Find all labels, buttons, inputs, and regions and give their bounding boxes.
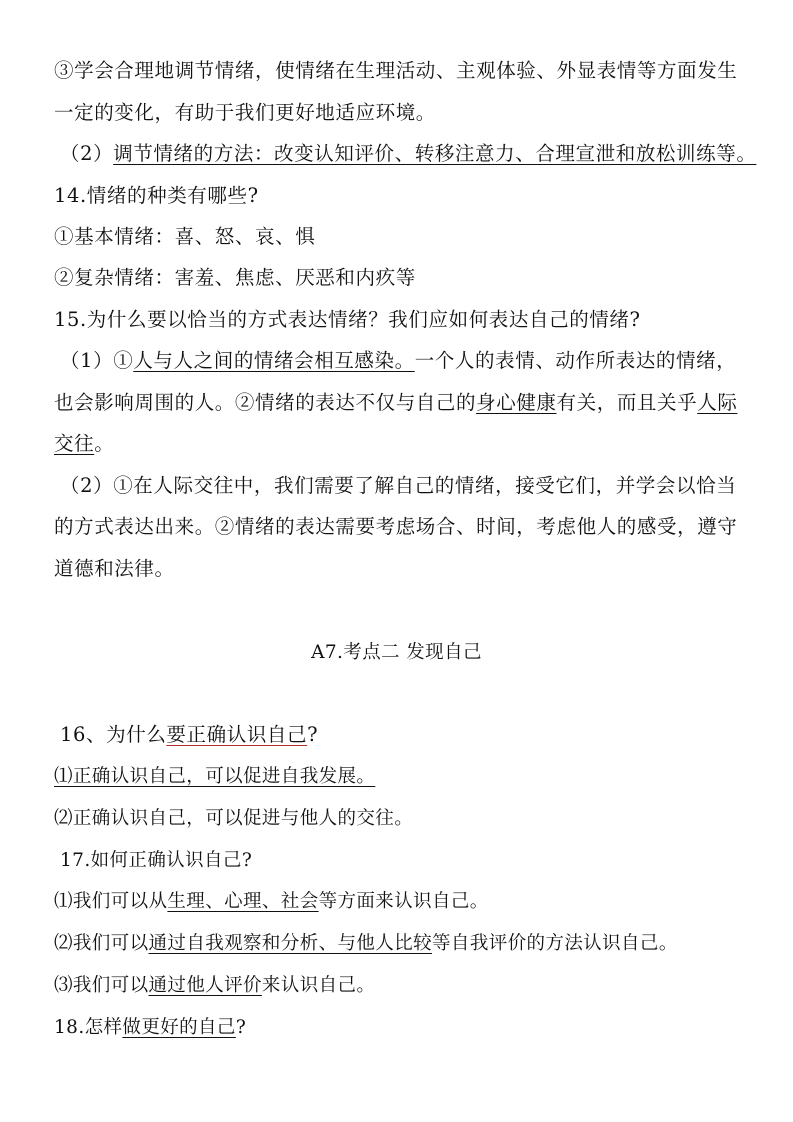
underlined-text: 人际 [697, 391, 738, 414]
plain-text: 18.怎样 [54, 1017, 123, 1038]
plain-text: ⑴我们可以从 [54, 891, 168, 912]
paragraph-line [60, 348, 736, 374]
underlined-text: 通过自我观察和分析、与他人比较 [148, 933, 433, 954]
question-18-title [54, 1015, 246, 1041]
plain-text: 一个人的表情、动作所表达的情绪， [414, 349, 737, 372]
underlined-text: 做更好的自己 [122, 1017, 236, 1038]
underlined-text: 通过他人评价 [148, 975, 262, 996]
method-line [60, 141, 756, 167]
paragraph-line: 一定的变化，有助于我们更好地适应环境。 [54, 101, 436, 124]
plain-text: ⑶我们可以 [54, 975, 149, 996]
question-15-title: 15.为什么要以恰当的方式表达情绪？我们应如何表达自己的情绪? [54, 308, 641, 331]
paragraph-line [54, 390, 737, 416]
paragraph-line [54, 431, 114, 457]
paragraph-line: ③学会合理地调节情绪，使情绪在生理活动、主观体验、外显表情等方面发生 [54, 59, 738, 82]
plain-text: 等方面来认识自己。 [318, 891, 489, 912]
paragraph-line: 的方式表达出来。②情绪的表达需要考虑场合、时间，考虑他人的感受，遵守 [54, 515, 738, 538]
underlined-text: 要正确认识自己 [166, 723, 308, 746]
answer-line: ⑵正确认识自己，可以促进与他人的交往。 [54, 808, 414, 829]
underlined-text: 交往 [54, 432, 95, 455]
plain-text: 来认识自己。 [261, 975, 376, 996]
underlined-text: 身心健康 [476, 391, 557, 414]
plain-text: 。 [94, 432, 115, 455]
answer-line [54, 931, 678, 957]
plain-text: 有关，而且关乎 [556, 391, 698, 414]
plain-text: ? [235, 1017, 247, 1038]
plain-text: 也会影响周围的人。②情绪的表达不仅与自己的 [54, 391, 477, 414]
plain-text: ⑵我们可以 [54, 933, 149, 954]
underlined-text: 调节情绪的方法：改变认知评价、转移注意力、合理宣泄和放松训练等。 [113, 142, 757, 165]
plain-text: ? [307, 723, 319, 746]
question-17-title: 17.如何正确认识自己? [60, 850, 253, 871]
paragraph-line: 道德和法律。 [54, 557, 175, 580]
answer-line: ②复杂情绪：害羞、焦虑、厌恶和内疚等 [54, 266, 416, 289]
plain-text: 等自我评价的方法认识自己。 [432, 933, 678, 954]
plain-text: 16、为什么 [60, 723, 167, 746]
underlined-text: 生理、心理、社会 [167, 891, 319, 912]
underlined-text: 人与人之间的情绪会相互感染。 [133, 349, 415, 372]
item-number: （2） [60, 142, 114, 165]
answer-line [54, 973, 375, 999]
underlined-text: ⑴正确认识自己，可以促进自我发展。 [54, 766, 376, 787]
item-number: （1）① [60, 349, 134, 372]
question-16-title [60, 722, 318, 748]
answer-line: ①基本情绪：喜、怒、哀、惧 [54, 225, 316, 248]
paragraph-line: （2）①在人际交往中，我们需要了解自己的情绪，接受它们，并学会以恰当 [60, 474, 737, 497]
question-14-title: 14.情绪的种类有哪些? [54, 184, 259, 207]
section-title: A7.考点二 发现自己 [311, 642, 482, 663]
answer-line [54, 889, 489, 915]
answer-line [54, 764, 375, 790]
